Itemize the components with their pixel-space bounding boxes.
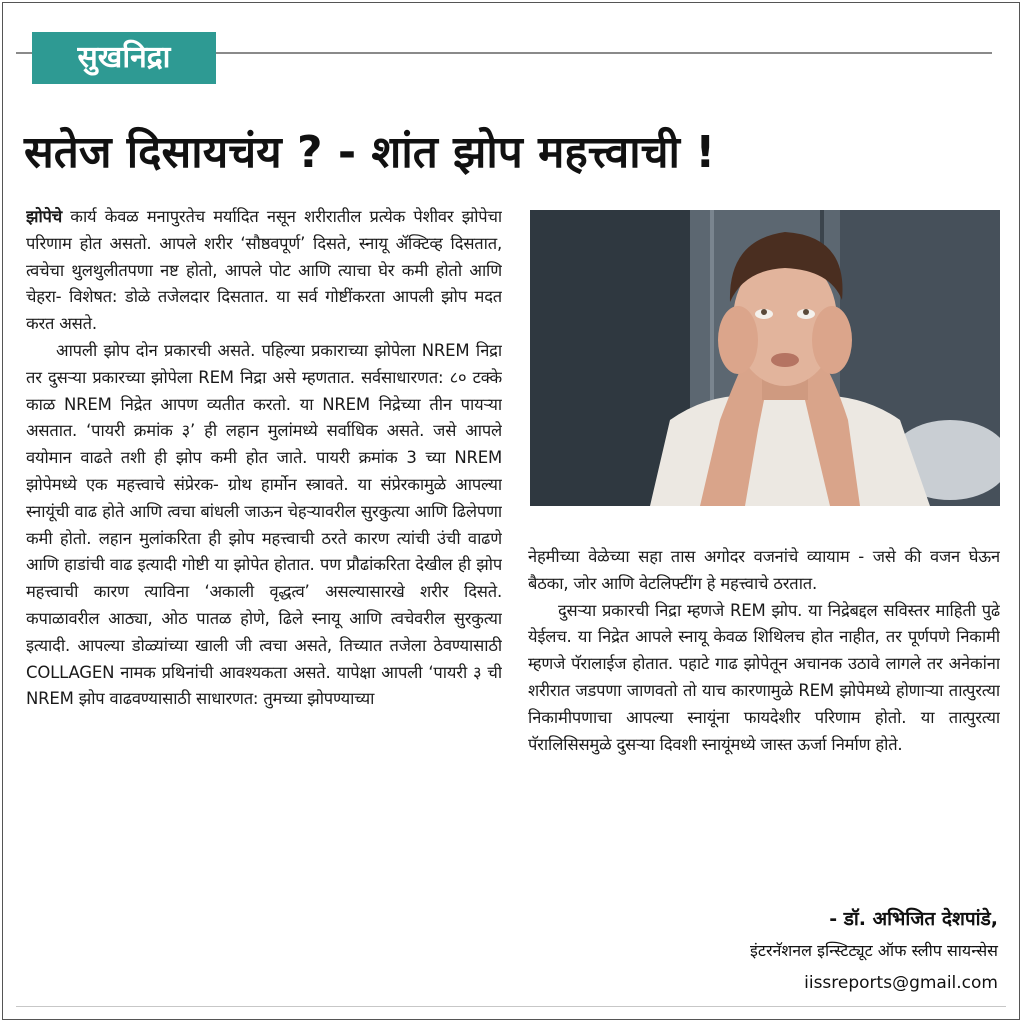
left-hand [718,306,758,374]
author-email[interactable]: iissreports@gmail.com [804,973,998,993]
author-name: - डॉ. अभिजित देशपांडे, [829,908,998,930]
left-pupil [761,309,767,315]
right-hand [812,306,852,374]
paragraph-1-text: कार्य केवळ मनापुरतेच मर्यादित नसून शरीरातील प्रत्येक पेशीवर झोपेचा परिणाम होत असतो. आपले शरीर ‘सौष्ठवपूर्ण’ दिसते, स्नायू ॲक्टिव्ह दिसतात, त्वचेचा थुलथुलीतपणा नष्ट होतो, आपले पोट आणि त्याचा घेर कमी होतो आणि चेहरा- विशेषत: डोळे तजेलदार दिसतात. या सर्व गोष्टींकरता आपली झोप मदत करत असते. [26,207,502,334]
author-affiliation: इंटरनॅशनल इन्स्टिट्यूट ऑफ स्लीप सायन्सेस [750,941,998,960]
tired-man-illustration [530,210,1000,506]
paragraph-3: नेहमीच्या वेळेच्या सहा तास अगोदर वजनांचे व्यायाम - जसे की वजन घेऊन बैठका, जोर आणि वेटलिफ्टींग हे महत्त्वाचे ठरतात. [528,547,1000,593]
article-column-left [26,204,502,1004]
paragraph-2: आपली झोप दोन प्रकारची असते. पहिल्या प्रकाराच्या झोपेला NREM निद्रा तर दुसऱ्या प्रकारच्या झोपेला REM निद्रा असे म्हणतात. सर्वसाधारणत: ८० टक्के काळ NREM निद्रेत आपण व्यतीत करतो. या NREM निद्रेच्या तीन पायऱ्या असतात. ‘पायरी क्रमांक ३’ ही लहान मुलांमध्ये सर्वाधिक असते. जसे आपले वयोमान वाढते तशी ही झोप कमी होत जाते. पायरी क्रमांक 3 च्या NREM झोपेमध्ये एक महत्त्वाचे संप्रेरक- ग्रोथ हार्मोन स्त्रावते. या संप्रेरकामुळे आपल्या स्नायूंची वाढ होते आणि त्वचा बांधली जाऊन चेहऱ्यावरील सुरकुत्या आणि ढिलेपणा कमी होतो. लहान मुलांकरिता ही झोप महत्त्वाची ठरते कारण त्यांची उंची वाढणे आणि हाडांची वाढ इत्यादी गोष्टी या झोपेत होतात. पण प्रौढांकरिता देखील ही झोप महत्त्वाची कारण त्याविना ‘अकाली वृद्धत्व’ असल्यासारखे शरीर दिसते. कपाळावरील आठ्या, ओठ पातळ होणे, ढिले स्नायू आणि त्वचेवरील सुरकुत्या इत्यादी. आपल्या डोळ्यांच्या खाली जी त्वचा असते, तिच्यात तजेला ठेवण्यासाठी COLLAGEN नामक प्रथिनांची आवश्यकता असते. यापेक्षा आपली ‘पायरी ३ ची NREM झोप वाढवण्यासाठी साधारणत: तुमच्या झोपण्याच्या [26,340,502,709]
article-column-right [528,544,1000,884]
section-tag: सुखनिद्रा [32,32,216,84]
bottom-rule [16,1006,1006,1007]
right-pupil [803,309,809,315]
paragraph-4: दुसऱ्या प्रकारची निद्रा म्हणजे REM झोप. या निद्रेबद्दल सविस्तर माहिती पुढे येईलच. या निद्रेत आपले स्नायू केवळ शिथिलच होत नाहीत, तर पूर्णपणे निकामी म्हणजे पॅरालाईज होतात. पहाटे गाढ झोपेतून अचानक उठावे लागले तर अनेकांना शरीरात जडपणा जाणवतो तो याच कारणामुळे REM झोपेमध्ये होणाऱ्या तात्पुरत्या निकामीपणाचा आपल्या स्नायूंना फायदेशीर परिणाम होतो. या तात्पुरत्या पॅरालिसिसमुळे दुसऱ्या दिवशी स्नायूंमध्ये जास्त ऊर्जा निर्माण होते. [528,600,1000,754]
article-photo [530,210,1000,506]
mouth [771,353,799,367]
headline: सतेज दिसायचंय ? - शांत झोप महत्त्वाची ! [24,127,716,178]
paragraph-1 [26,204,502,338]
lead-word: झोपेचे [26,207,62,226]
